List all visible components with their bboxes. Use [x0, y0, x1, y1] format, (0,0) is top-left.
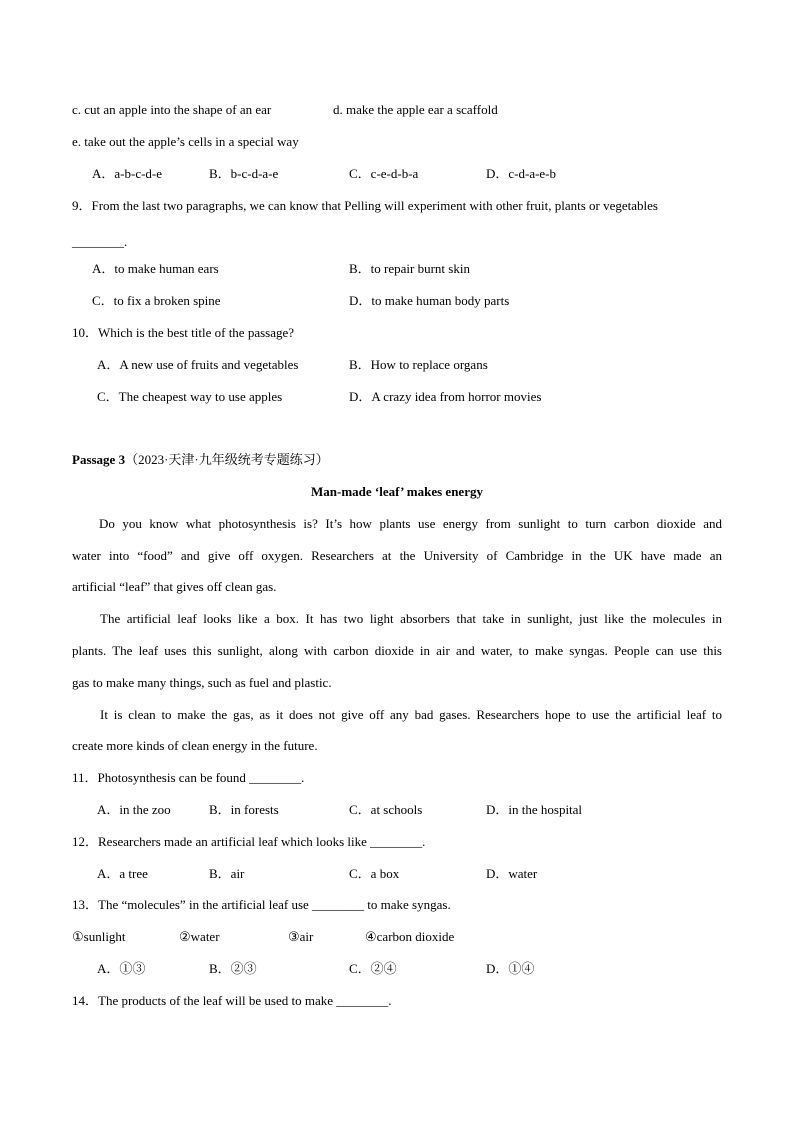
q12-option-b: B．air	[209, 866, 245, 881]
q9-option-b: B．to repair burnt skin	[349, 261, 470, 276]
q11-option-b: B．in forests	[209, 802, 279, 817]
paragraph-1-line-1: Do you know what photosynthesis is? It’s how plants use energy from sunlight to turn carbon dioxide and	[99, 516, 722, 531]
q13-item-1: ①sunlight	[72, 929, 126, 944]
q9-blank: ________.	[72, 234, 128, 249]
q13-option-a: A．①③	[97, 961, 146, 976]
q11-option-a: A．in the zoo	[97, 802, 171, 817]
q11-stem: 11．Photosynthesis can be found ________.	[72, 770, 305, 785]
q8-option-d: D．c-d-a-e-b	[486, 166, 557, 181]
paragraph-1-line-2: water into “food” and give off oxygen. Researchers at the University of Cambridge in the UK have made an	[72, 548, 722, 563]
paragraph-3-line-2: create more kinds of clean energy in the future.	[72, 738, 318, 753]
q13-item-3: ③air	[288, 929, 314, 944]
passage-title: Man-made ‘leaf’ makes energy	[311, 484, 483, 499]
q10-option-b: B．How to replace organs	[349, 357, 488, 372]
q10-option-d: D．A crazy idea from horror movies	[349, 389, 542, 404]
q10-option-a: A．A new use of fruits and vegetables	[97, 357, 299, 372]
q9-stem: 9．From the last two paragraphs, we can know that Pelling will experiment with other fruit, plants or vegetables	[72, 198, 658, 213]
q9-option-d: D．to make human body parts	[349, 293, 510, 308]
q14-stem: 14．The products of the leaf will be used to make ________.	[72, 993, 392, 1008]
passage-source: （2023·天津·九年级统考专题练习）	[125, 452, 329, 467]
q8-item-d: d. make the apple ear a scaffold	[333, 102, 498, 117]
q13-item-4: ④carbon dioxide	[365, 929, 455, 944]
q10-option-c: C．The cheapest way to use apples	[97, 389, 283, 404]
q8-item-c: c. cut an apple into the shape of an ear	[72, 102, 272, 117]
q12-stem: 12．Researchers made an artificial leaf which looks like ________.	[72, 834, 426, 849]
q12-option-d: D．water	[486, 866, 538, 881]
q11-option-d: D．in the hospital	[486, 802, 583, 817]
paragraph-2-line-2: plants. The leaf uses this sunlight, along with carbon dioxide in air and water, to make syngas. People can use this	[72, 643, 722, 658]
q12-option-c: C．a box	[349, 866, 400, 881]
q8-option-a: A．a-b-c-d-e	[92, 166, 163, 181]
q11-option-c: C．at schools	[349, 802, 423, 817]
q13-option-d: D．①④	[486, 961, 535, 976]
q9-option-a: A．to make human ears	[92, 261, 219, 276]
q8-option-c: C．c-e-d-b-a	[349, 166, 419, 181]
paragraph-2-line-3: gas to make many things, such as fuel and plastic.	[72, 675, 332, 690]
q12-option-a: A．a tree	[97, 866, 148, 881]
paragraph-3-line-1: It is clean to make the gas, as it does not give off any bad gases. Researchers hope to use the artificial leaf to	[100, 707, 722, 722]
passage-label: Passage 3	[72, 452, 126, 467]
paragraph-1-line-3: artificial “leaf” that gives off clean gas.	[72, 579, 277, 594]
q13-option-b: B．②③	[209, 961, 257, 976]
q8-item-e: e. take out the apple’s cells in a special way	[72, 134, 299, 149]
q9-option-c: C．to fix a broken spine	[92, 293, 221, 308]
q13-item-2: ②water	[179, 929, 220, 944]
q13-stem: 13．The “molecules” in the artificial leaf use ________ to make syngas.	[72, 897, 451, 912]
q10-stem: 10．Which is the best title of the passage?	[72, 325, 295, 340]
q8-option-b: B．b-c-d-a-e	[209, 166, 279, 181]
paragraph-2-line-1: The artificial leaf looks like a box. It has two light absorbers that take in sunlight, just like the molecules in	[100, 611, 722, 626]
q13-option-c: C．②④	[349, 961, 397, 976]
passage-heading	[72, 451, 329, 469]
